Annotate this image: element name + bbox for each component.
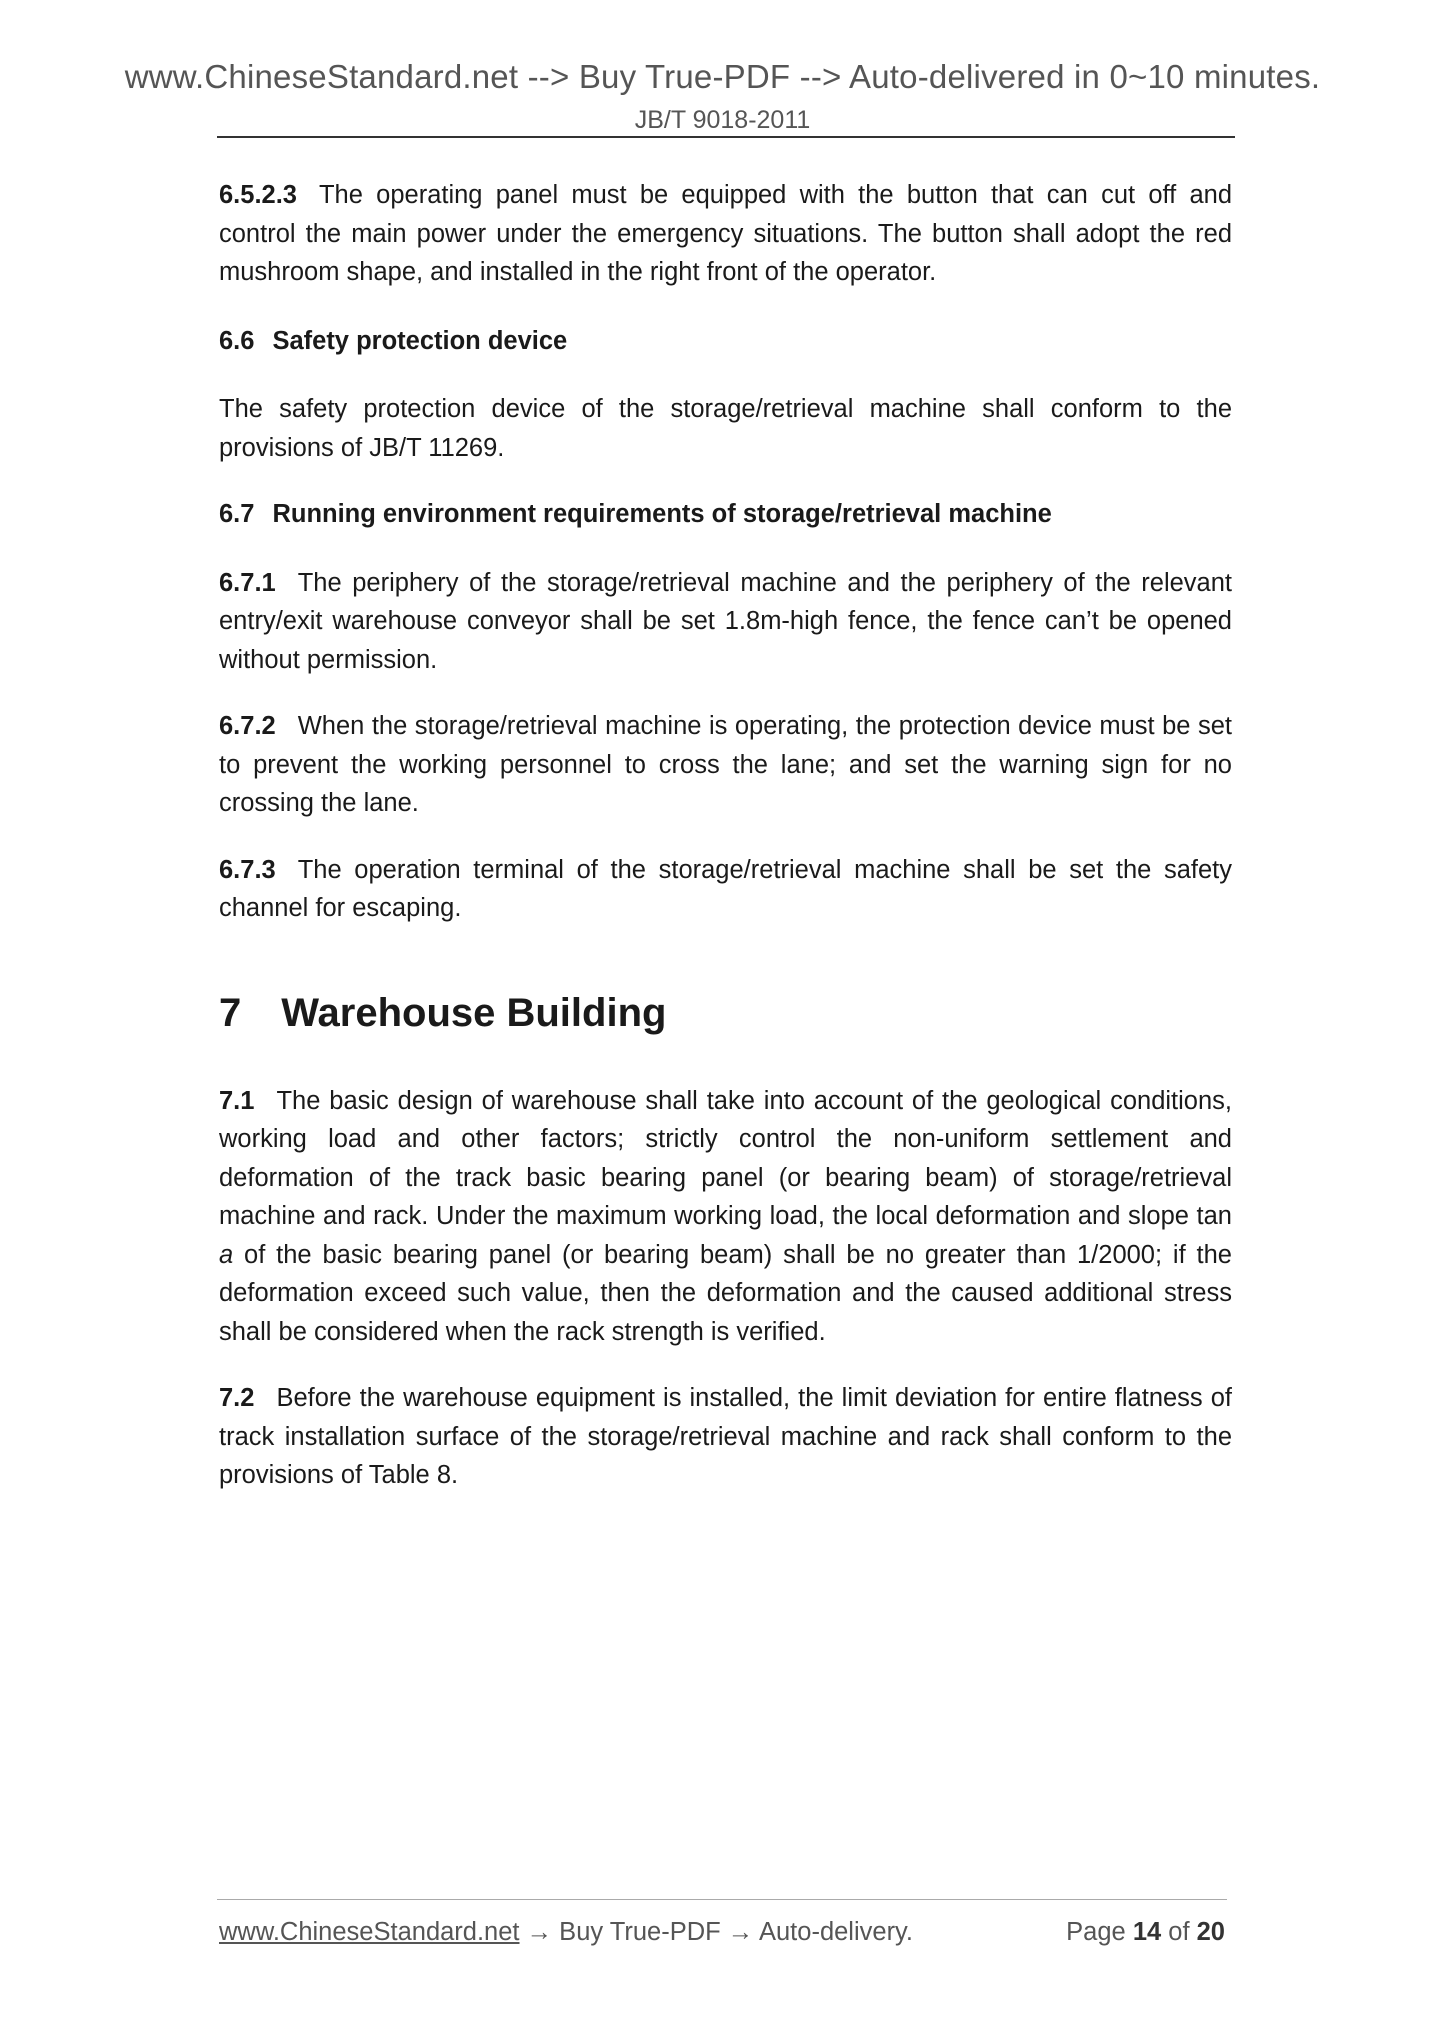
heading-6-6: [219, 322, 1232, 361]
page-footer: [219, 1918, 1225, 1954]
page-of: of: [1161, 1918, 1197, 1946]
clause-text: The periphery of the storage/retrieval machine and the periphery of the relevant entry/exit warehouse conveyor shall be set 1.8m-high fence, the fence can’t be opened without permission.: [219, 568, 1232, 674]
clause-6-7-1: [219, 564, 1232, 680]
footer-site-link[interactable]: www.ChineseStandard.net: [219, 1918, 520, 1946]
clause-number: 7.1: [219, 1086, 255, 1115]
clause-6-7-3: [219, 851, 1232, 928]
clause-7-2: [219, 1379, 1232, 1495]
heading-6-7: [219, 495, 1232, 534]
clause-number: 6.7.1: [219, 568, 276, 597]
heading-title: Running environment requirements of storage/retrieval machine: [272, 500, 1052, 528]
clause-number: 6.7.2: [219, 712, 276, 740]
chapter-7-heading: [219, 988, 1232, 1038]
page-current: 14: [1132, 1918, 1162, 1946]
clause-text: When the storage/retrieval machine is operating, the protection device must be set to prevent the working personnel to cross the lane; and set the warning sign for no crossing the lane.: [219, 712, 1232, 817]
clause-text-cont: of the basic bearing panel (or bearing beam) shall be no greater than 1/2000; if the deformation exceed such value, then the deformation and the caused additional stress shall be considered when the rack strength is verified.: [219, 1240, 1232, 1346]
header-banner: www.ChineseStandard.net --> Buy True-PDF --> Auto-delivered in 0~10 minutes.: [124, 58, 1321, 95]
clause-text: Before the warehouse equipment is installed, the limit deviation for entire flatness of track installation surface of the storage/retrieval machine and rack shall conform to the provisions of Table 8.: [219, 1384, 1232, 1489]
clause-6-5-2-3: [219, 176, 1232, 292]
clause-text: The operating panel must be equipped with the button that can cut off and control the main power under the emergency situations. The button shall adopt the red mushroom shape, and installed in the right front of the operator.: [219, 181, 1232, 286]
heading-number: 6.7: [219, 500, 255, 528]
heading-number: 6.6: [219, 326, 255, 355]
clause-7-1: [219, 1082, 1232, 1352]
footer-divider: [217, 1899, 1227, 1900]
chapter-title: Warehouse Building: [281, 990, 667, 1035]
clause-number: 7.2: [219, 1384, 255, 1412]
clause-text: The operation terminal of the storage/retrieval machine shall be set the safety channel for escaping.: [219, 855, 1232, 922]
chapter-number: 7: [219, 990, 242, 1035]
document-body: [219, 176, 1232, 1495]
clause-6-7-2: [219, 707, 1232, 823]
clause-number: 6.5.2.3: [219, 181, 297, 209]
standard-code: JB/T 9018-2011: [634, 106, 811, 134]
clause-6-6-text: The safety protection device of the storage/retrieval machine shall conform to the provisions of JB/T 11269.: [219, 395, 1232, 462]
footer-tagline: → Buy True-PDF → Auto-delivery.: [519, 1918, 913, 1946]
heading-title: Safety protection device: [272, 326, 568, 355]
page-indicator: [1066, 1918, 1225, 1947]
clause-text: The basic design of warehouse shall take into account of the geological conditions, working load and other factors; strictly control the non-uniform settlement and deformation of the track basic bearing panel (or bearing beam) of storage/retrieval machine and rack. Under the maximum working load, the local deformation and slope tan: [219, 1086, 1232, 1230]
page-word: Page: [1066, 1918, 1133, 1946]
page-total: 20: [1196, 1918, 1225, 1946]
header-divider: [217, 136, 1235, 138]
slope-symbol: a: [219, 1240, 234, 1269]
footer-promo: [219, 1918, 913, 1947]
clause-number: 6.7.3: [219, 855, 276, 884]
